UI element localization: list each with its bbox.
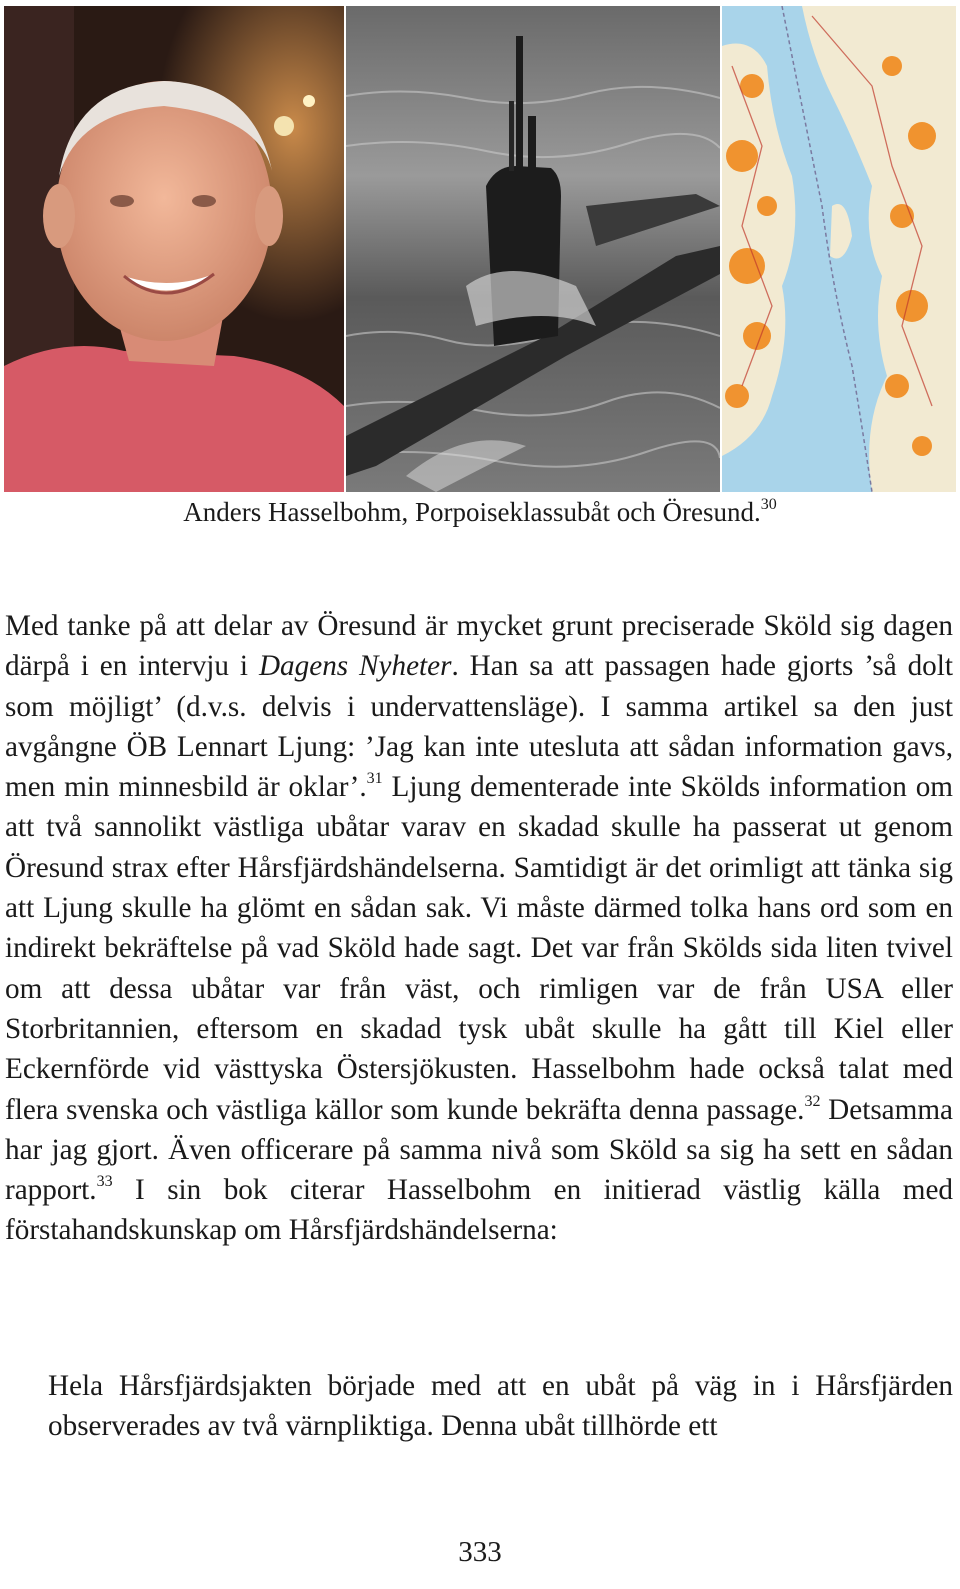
- photo-strip: [4, 6, 956, 492]
- portrait-photo: [4, 6, 344, 492]
- body-text-3: Ljung dementerade inte Skölds information om att två sannolikt västliga ubåtar varav en skadad skulle ha passerat ut genom Öresund strax efter Hårsfjärdshändelserna. Samtidigt är det orimligt att tänka sig att Ljung skulle ha glömt en sådan sak. Vi måste därmed tolka hans ord som en indirekt bekräftelse på vad Sköld hade sagt. Det var från Skölds sida liten tvivel om att dessa ubåtar var från väst, och rimligen var de från USA eller Storbritannien, eftersom en skadad tysk ubåt skulle ha gått till Kiel eller Eckernförde vid västtyska Östersjökusten. Hasselbohm hade också talat med flera svenska och västliga källor som kunde bekräfta denna passage.: [5, 771, 954, 1126]
- body-text-4: Detsamma har jag gjort. Även officerare på samma nivå som Sköld sa sig ha sett en sådan rapport.: [5, 1093, 953, 1207]
- map-image: [722, 6, 956, 492]
- figure-caption: [0, 494, 960, 530]
- footnote-ref-33[interactable]: 33: [96, 1173, 113, 1191]
- body-paragraph: [5, 606, 953, 1251]
- newspaper-title: Dagens Nyheter: [258, 650, 452, 683]
- body-text-1: Med tanke på att delar av Öresund är mycket grunt preciserade Sköld sig dagen därpå i en intervju i: [5, 610, 953, 683]
- footnote-ref-32[interactable]: 32: [804, 1092, 821, 1110]
- footnote-ref-31[interactable]: 31: [366, 770, 383, 788]
- caption-footnote-ref[interactable]: 30: [760, 496, 777, 513]
- body-text-5: I sin bok citerar Hasselbohm en initierad västlig källa med förstahandskunskap om Hårsfjärdshändelserna:: [5, 1174, 953, 1247]
- submarine-photo: [346, 6, 720, 492]
- caption-text: Anders Hasselbohm, Porpoiseklassubåt och Öresund.: [183, 497, 761, 527]
- body-text-2: . Han sa att passagen hade gjorts ’så dolt som möjligt’ (d.v.s. delvis i undervattensläge). I samma artikel sa den just avgångne ÖB Lennart Ljung: ’Jag kan inte utesluta att sådan information gavs, men min minnesbild är oklar’.: [5, 650, 953, 804]
- block-quote: Hela Hårsfjärdsjakten började med att en ubåt på väg in i Hårsfjärden observerades av två värnpliktiga. Denna ubåt tillhörde ett: [48, 1370, 953, 1443]
- page-number: 333: [458, 1536, 502, 1568]
